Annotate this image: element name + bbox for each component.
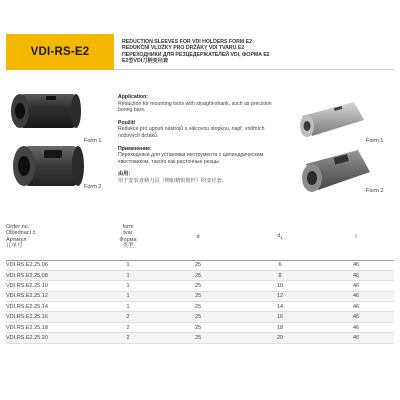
- cell-d: 25: [154, 302, 242, 312]
- application-heading-ru: Применение:: [118, 145, 152, 152]
- table-header-row: [6, 214, 394, 260]
- cell-d1: 20: [242, 333, 318, 343]
- cell-order: VDI.RS.E2.25.20: [6, 333, 102, 343]
- cell-d1: 14: [242, 302, 318, 312]
- table-row: [6, 312, 394, 322]
- header-l: l: [318, 214, 394, 260]
- cell-form: 1: [102, 260, 154, 270]
- form-1-label-right: Form 1: [366, 138, 384, 144]
- form-2-label-right: Form 2: [366, 188, 384, 194]
- cell-l: 46: [318, 291, 394, 301]
- form-1-label-left: Form 1: [84, 138, 102, 144]
- cell-d: 25: [154, 312, 242, 322]
- cell-d: 25: [154, 291, 242, 301]
- cell-order: VDI.RS.E2.25.12: [6, 291, 102, 301]
- cell-l: 46: [318, 260, 394, 270]
- cell-form: 1: [102, 281, 154, 291]
- header-form: form tvar Форма 类型: [102, 214, 154, 260]
- title-line-cn: E2型VDI刀柄变径套: [122, 58, 169, 65]
- cell-order: VDI.RS.E2.25.18: [6, 322, 102, 332]
- product-table: [6, 214, 394, 344]
- table-row: [6, 291, 394, 301]
- cell-d1: 16: [242, 312, 318, 322]
- cell-d: 25: [154, 333, 242, 343]
- cell-d1: 12: [242, 291, 318, 301]
- table-row: [6, 333, 394, 343]
- title-line-en: REDUCTION SLEEVES FOR VDI HOLDERS FORM E2: [122, 39, 252, 45]
- title-block: [122, 39, 394, 65]
- title-line-cz: REDUKČNÍ VLOŽKY PRO DRŽÁKY VDI TVARU E2: [122, 45, 245, 52]
- cell-order: VDI.RS.E2.25.06: [6, 260, 102, 270]
- cell-form: 1: [102, 302, 154, 312]
- cell-d1: 10: [242, 281, 318, 291]
- header-d1: $d_1$: [242, 214, 318, 260]
- cell-l: 46: [318, 270, 394, 280]
- cell-l: 46: [318, 312, 394, 322]
- table-row: [6, 270, 394, 280]
- header-d: d: [154, 214, 242, 260]
- table-body: [6, 260, 394, 343]
- cell-d: 25: [154, 281, 242, 291]
- cell-form: 2: [102, 312, 154, 322]
- header: [6, 34, 394, 70]
- table-row: [6, 281, 394, 291]
- application-text-cz: Redukce pro upnutí nástrojů s válcovou stopkou, např. vnitřních nožových držáků.: [118, 126, 265, 139]
- cell-form: 2: [102, 322, 154, 332]
- application-heading-cn: 由用：: [118, 171, 134, 178]
- header-divider: [114, 69, 394, 70]
- table-row: [6, 302, 394, 312]
- header-order-no: Order no. Objednací č. Артикул 订单号: [6, 214, 102, 260]
- table-row: [6, 260, 394, 270]
- title-line-ru: ПЕРЕХОДНИКИ ДЛЯ РЕЗЦЕДЕРЖАТЕЛЕЙ VDI, ФОРМА E2: [122, 51, 270, 58]
- application-text-cn: 用于安装直柄刀具（例如精密镗杆）的变径套。: [118, 177, 227, 184]
- cell-order: VDI.RS.E2.25.08: [6, 270, 102, 280]
- application-heading-cz: Použití: [118, 119, 136, 126]
- table-row: [6, 322, 394, 332]
- cell-d: 25: [154, 270, 242, 280]
- cell-order: VDI.RS.E2.25.14: [6, 302, 102, 312]
- product-photos-left: [6, 82, 110, 198]
- dimensions-table: [6, 214, 394, 344]
- product-code: VDI-RS-E2: [30, 46, 90, 58]
- cell-d1: 18: [242, 322, 318, 332]
- cell-form: 1: [102, 291, 154, 301]
- product-renders-right: [284, 94, 394, 204]
- cell-l: 46: [318, 333, 394, 343]
- application-info: [118, 94, 278, 191]
- cell-form: 2: [102, 333, 154, 343]
- cell-d: 25: [154, 322, 242, 332]
- cell-form: 1: [102, 270, 154, 280]
- cell-d1: 8: [242, 270, 318, 280]
- application-text-ru: Переходники для установки инструмента с цилиндрическим хвостовиком, такого как расточные резцы.: [118, 152, 264, 165]
- form-2-label-left: Form 2: [84, 184, 102, 190]
- cell-l: 46: [318, 281, 394, 291]
- cell-d1: 6: [242, 260, 318, 270]
- cell-order: VDI.RS.E2.25.10: [6, 281, 102, 291]
- cell-order: VDI.RS.E2.25.16: [6, 312, 102, 322]
- application-heading-en: Application:: [118, 94, 148, 100]
- cell-d: 25: [154, 260, 242, 270]
- application-text-en: Reduction for mounting tools with straight-shank, such as precision boring bars.: [118, 100, 272, 114]
- cell-l: 46: [318, 322, 394, 332]
- cell-l: 46: [318, 302, 394, 312]
